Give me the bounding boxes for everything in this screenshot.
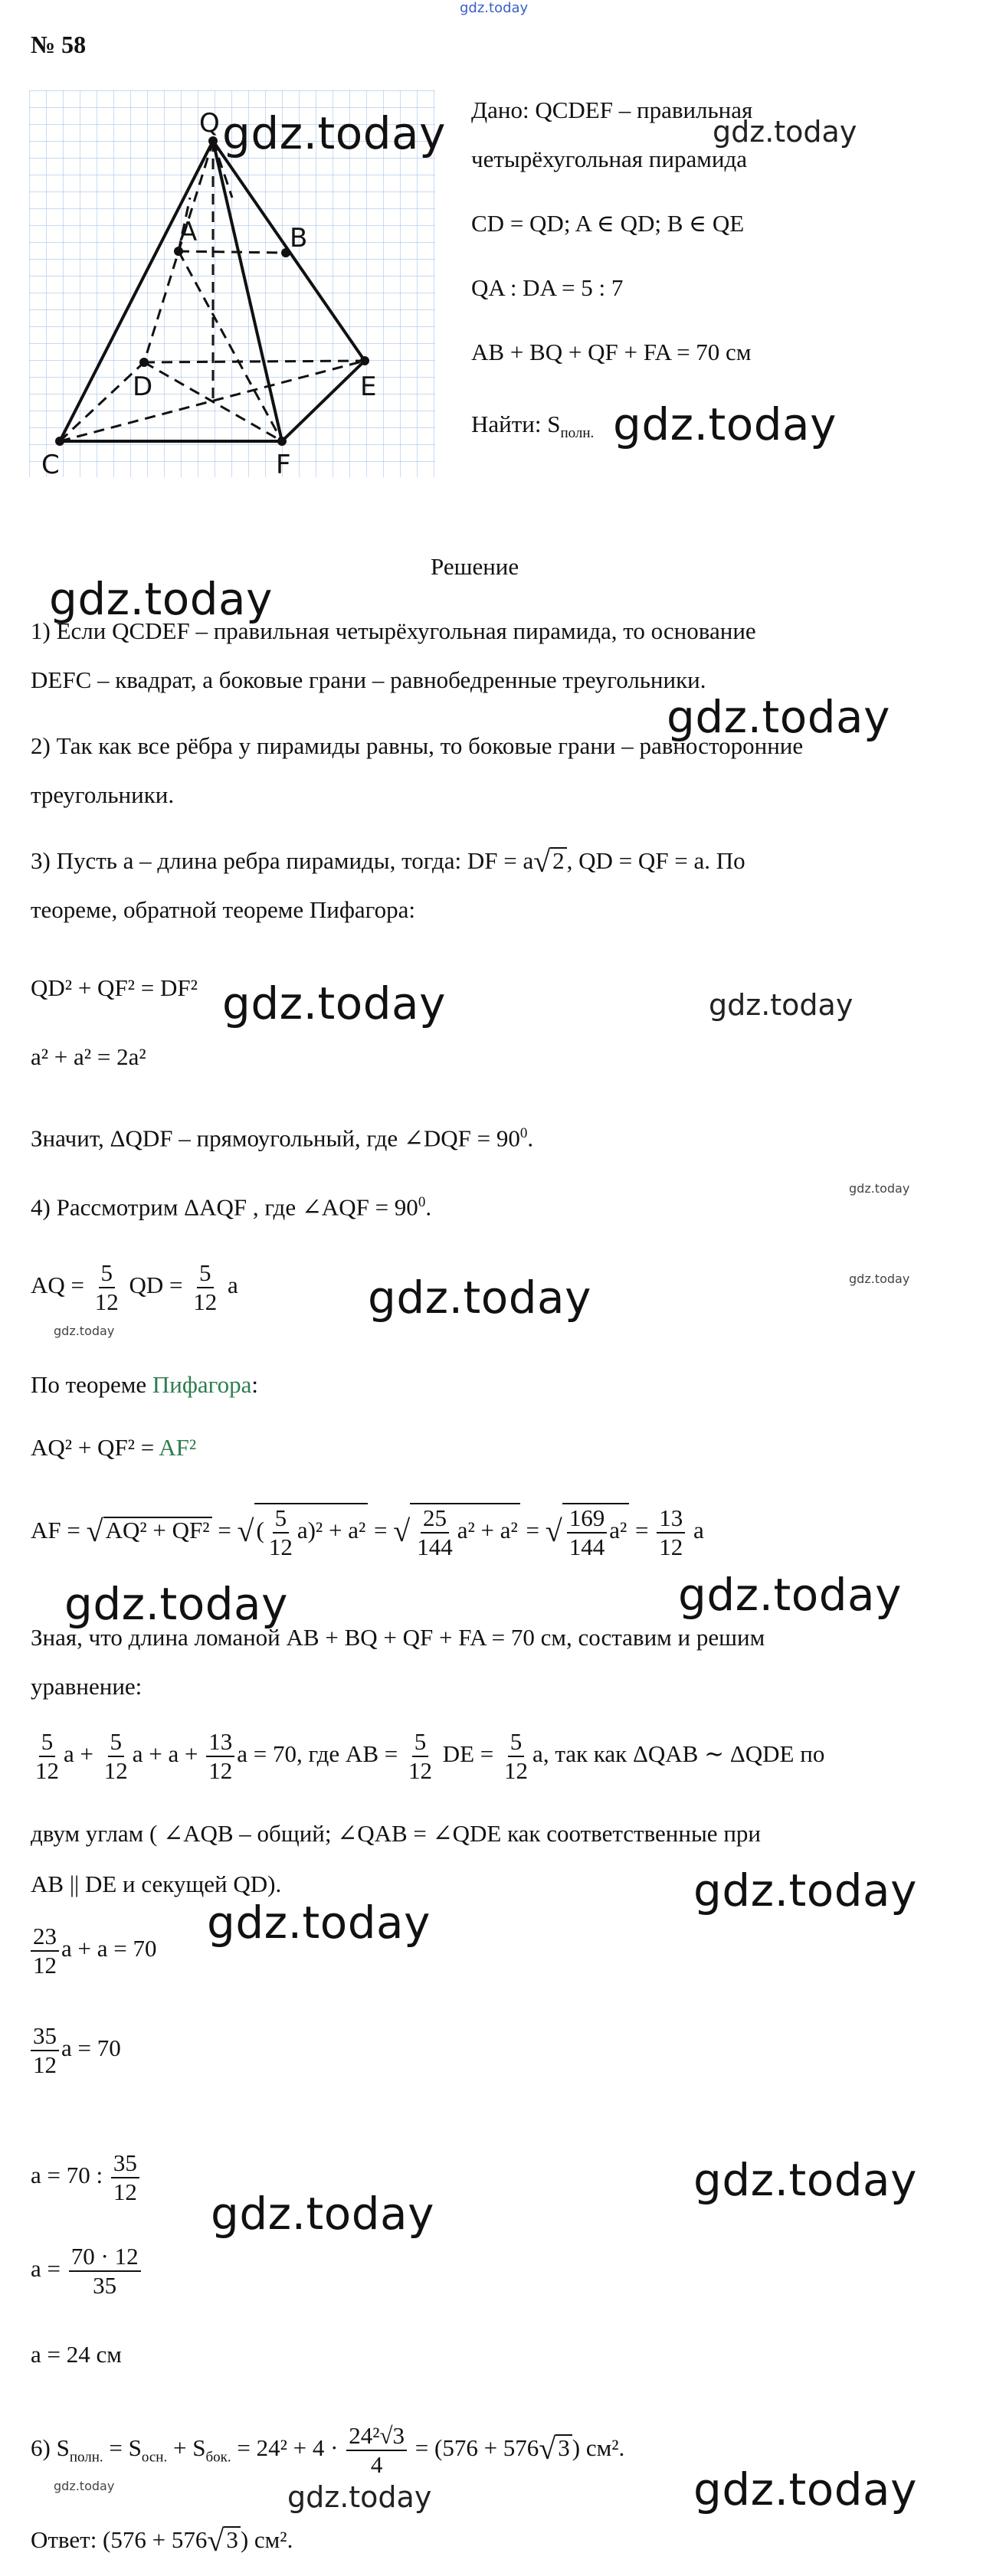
find-line: Найти: $S_{полн.}$ — [471, 411, 595, 442]
step3-line2: теореме, обратной теореме Пифагора: — [31, 896, 415, 923]
given-title-2: четырёхугольная пирамида — [471, 146, 747, 172]
equation-9: a = 24 см — [31, 2341, 122, 2368]
equation-7: a = 70 : $\frac{35}{12}$ — [31, 2149, 142, 2206]
aq-equation: AQ = $\frac{5}{12}$ QD = $\frac{5}{12}$ a — [31, 1259, 238, 1315]
watermark: gdz.today — [54, 2479, 115, 2493]
watermark: gdz.today — [709, 988, 854, 1022]
watermark: gdz.today — [693, 2463, 917, 2515]
given-condition-2: QA : DA = 5 : 7 — [471, 274, 624, 301]
label-Q: Q — [199, 108, 220, 139]
step6-area: 6) $S_{полн.} = S_{осн.} + S_{бок.} = 24^2 + 4$ · $\frac{\text{24²√3}}{4}$ = (576 + 576√3) см². — [31, 2422, 625, 2478]
watermark: gdz.today — [849, 1272, 910, 1286]
watermark: gdz.today — [287, 2480, 432, 2514]
point-A — [174, 247, 183, 256]
equation-3: AQ² + QF² = AF² — [31, 1434, 197, 1461]
label-D: D — [133, 372, 153, 402]
equation-6: $\frac{35}{12}$ a = 70 — [31, 2022, 121, 2079]
watermark: gdz.today — [678, 1569, 902, 1621]
watermark: gdz.today — [613, 398, 837, 450]
top-watermark: gdz.today — [460, 0, 529, 16]
problem-number: № 58 — [31, 31, 87, 58]
given-condition-1: CD = QD; A ∈ QD; B ∈ QE — [471, 210, 745, 237]
step3-conclusion: Значит, ΔQDF – прямоугольный, где ∠DQF = $90^0$. — [31, 1124, 534, 1152]
step4-line: 4) Рассмотрим ΔAQF , где ∠AQF = $90^0$. — [31, 1193, 432, 1221]
step2-line1: 2) Так как все рёбра у пирамиды равны, то боковые грани – равносторонние — [31, 732, 804, 759]
answer: Ответ: (576 + 576√3) см². — [31, 2523, 293, 2558]
watermark: gdz.today — [713, 115, 857, 149]
step5-line2: уравнение: — [31, 1673, 143, 1700]
point-E — [360, 356, 369, 365]
solution-heading: Решение — [431, 553, 519, 580]
step5-line1: Зная, что длина ломаной AB + BQ + QF + FA = 70 см, составим и решим — [31, 1624, 765, 1651]
watermark: gdz.today — [54, 1324, 115, 1338]
pythagoras-intro: По теореме Пифагора: — [31, 1371, 258, 1398]
step5-line3: двум углам ( ∠AQB – общий; ∠QAB = ∠QDE как соответственные при — [31, 1820, 761, 1847]
watermark: gdz.today — [693, 2154, 917, 2206]
label-E: E — [360, 372, 377, 402]
watermark: gdz.today — [693, 1864, 917, 1916]
step1-line1: 1) Если QCDEF – правильная четырёхугольная пирамида, то основание — [31, 617, 756, 644]
label-F: F — [276, 450, 291, 480]
label-A: A — [179, 217, 198, 247]
watermark: gdz.today — [64, 1578, 288, 1630]
equation-1: QD² + QF² = DF² — [31, 974, 198, 1001]
watermark: gdz.today — [849, 1181, 910, 1196]
watermark: gdz.today — [211, 2188, 434, 2240]
watermark: gdz.today — [207, 1897, 431, 1949]
watermark: gdz.today — [368, 1272, 591, 1324]
equation-8: a = $\frac{70 \cdot 12}{35}$ — [31, 2243, 143, 2299]
given-condition-3: AB + BQ + QF + FA = 70 см — [471, 339, 752, 365]
watermark: gdz.today — [222, 977, 446, 1029]
equation-2: a² + a² = 2a² — [31, 1043, 146, 1070]
equation-5: $\frac{23}{12}$ a + a = 70 — [31, 1923, 156, 1979]
step1-line2: DEFC – квадрат, а боковые грани – равнобедренные треугольники. — [31, 666, 706, 693]
point-C — [55, 437, 64, 446]
equation-4: $\frac{5}{12}$ a + $\frac{5}{12}$ a + a + $\frac{13}{12}$ a = 70, где AB = $\frac{5}{12}$ DE = $\frac{5}{12}$ a, так как ΔQAB ∼ ΔQDE по — [35, 1728, 825, 1784]
point-D — [139, 358, 149, 367]
watermark: gdz.today — [222, 107, 446, 159]
given-title: Дано: QCDEF – правильная — [471, 97, 753, 123]
step5-line4: AB || DE и секущей QD). — [31, 1871, 282, 1897]
watermark: gdz.today — [49, 573, 273, 625]
watermark: gdz.today — [667, 691, 890, 743]
label-B: B — [290, 223, 308, 254]
af-equation: AF = √AQ² + QF² = √( $\frac{5}{12}$ a)² + a² = √ $\frac{25}{144}$ a² + a² = √ $\frac{169}{144}$ a² = $\frac{13}{12}$ a — [31, 1504, 704, 1560]
label-C: C — [41, 450, 60, 480]
point-F — [277, 437, 287, 446]
step3-line1: 3) Пусть a – длина ребра пирамиды, тогда: DF = a√2, QD = QF = a. По — [31, 844, 745, 879]
step2-line2: треугольники. — [31, 781, 175, 808]
